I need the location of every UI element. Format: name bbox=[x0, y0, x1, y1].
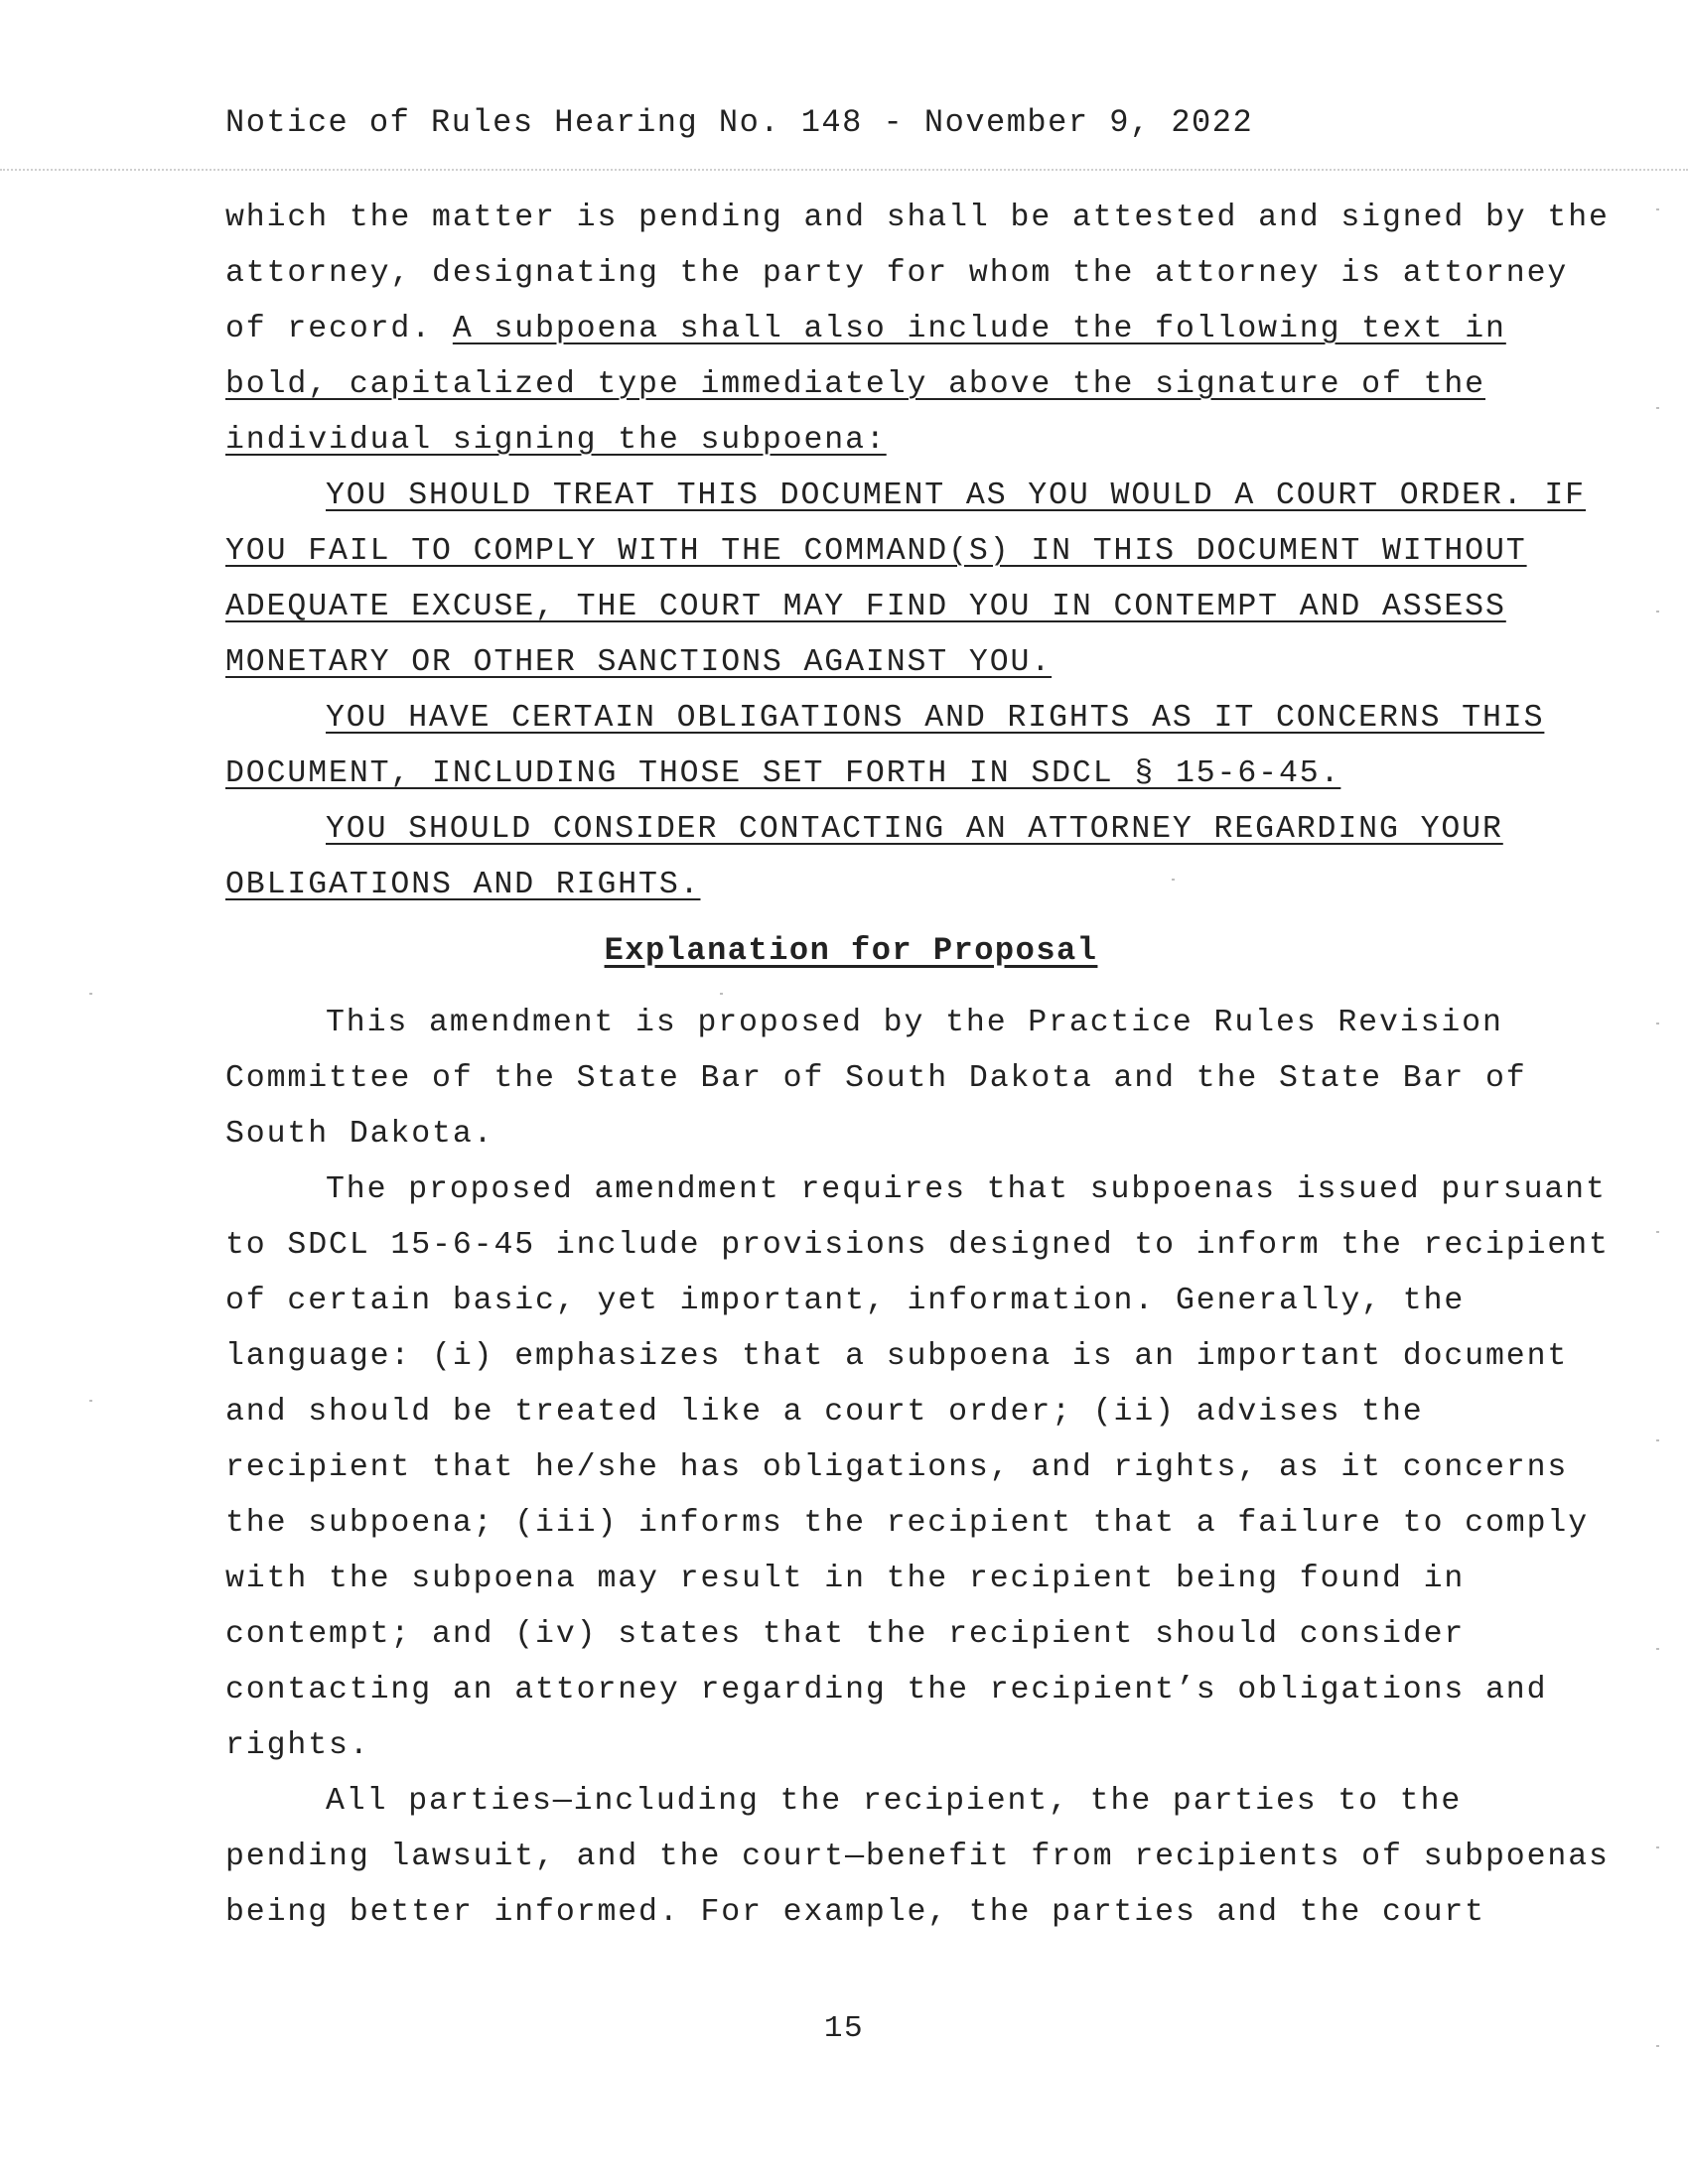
underlined-line: bold, capitalized type immediately above the signature of the bbox=[225, 367, 1485, 402]
text-line: contempt; and (iv) states that the recipient should consider bbox=[225, 1617, 1466, 1652]
text-line: Committee of the State Bar of South Dakota and the State Bar of bbox=[225, 1061, 1527, 1096]
scan-speck bbox=[1656, 1023, 1659, 1024]
underlined-line: YOU FAIL TO COMPLY WITH THE COMMAND(S) IN THIS DOCUMENT WITHOUT bbox=[225, 534, 1527, 569]
page-header: Notice of Rules Hearing No. 148 - November 9, 2022 bbox=[225, 104, 1254, 141]
scan-speck bbox=[1656, 208, 1659, 210]
scan-speck bbox=[1172, 879, 1175, 881]
scan-speck bbox=[1656, 2045, 1659, 2047]
text-line: of certain basic, yet important, information. Generally, the bbox=[225, 1284, 1466, 1318]
text-line: the subpoena; (iii) informs the recipient that a failure to comply bbox=[225, 1506, 1590, 1541]
section-heading bbox=[0, 931, 1688, 971]
text-line: attorney, designating the party for whom the attorney is attorney bbox=[225, 256, 1569, 291]
scan-speck bbox=[720, 993, 723, 995]
text-line: contacting an attorney regarding the recipient’s obligations and bbox=[225, 1673, 1548, 1707]
text-segment: of record. bbox=[225, 312, 433, 346]
underlined-line: ADEQUATE EXCUSE, THE COURT MAY FIND YOU IN CONTEMPT AND ASSESS bbox=[225, 590, 1506, 624]
text-line: All parties—including the recipient, the parties to the bbox=[326, 1784, 1463, 1819]
text-line: This amendment is proposed by the Practice Rules Revision bbox=[326, 1006, 1503, 1040]
text-line: South Dakota. bbox=[225, 1117, 494, 1152]
scan-speck bbox=[1656, 407, 1659, 409]
text-line: with the subpoena may result in the recipient being found in bbox=[225, 1562, 1466, 1596]
underlined-line: MONETARY OR OTHER SANCTIONS AGAINST YOU. bbox=[225, 645, 1053, 680]
underlined-line: individual signing the subpoena: bbox=[225, 423, 887, 458]
underlined-line: DOCUMENT, INCLUDING THOSE SET FORTH IN SDCL § 15-6-45. bbox=[225, 756, 1341, 791]
text-line: language: (i) emphasizes that a subpoena is an important document bbox=[225, 1339, 1569, 1374]
text-line bbox=[225, 310, 1506, 349]
underlined-line: YOU SHOULD TREAT THIS DOCUMENT AS YOU WOULD A COURT ORDER. IF bbox=[326, 478, 1586, 513]
scan-speck bbox=[1656, 1231, 1659, 1233]
scan-speck bbox=[1656, 611, 1659, 613]
underlined-line: YOU SHOULD CONSIDER CONTACTING AN ATTORNEY REGARDING YOUR bbox=[326, 812, 1503, 847]
scan-speck bbox=[1656, 1648, 1659, 1650]
underlined-line: YOU HAVE CERTAIN OBLIGATIONS AND RIGHTS AS IT CONCERNS THIS bbox=[326, 701, 1545, 736]
text-line: rights. bbox=[225, 1728, 370, 1763]
page-number: 15 bbox=[823, 2011, 865, 2046]
text-line: recipient that he/she has obligations, and rights, as it concerns bbox=[225, 1450, 1569, 1485]
text-line: The proposed amendment requires that subpoenas issued pursuant bbox=[326, 1172, 1607, 1207]
text-line: to SDCL 15-6-45 include provisions designed to inform the recipient bbox=[225, 1228, 1610, 1263]
section-heading-text: Explanation for Proposal bbox=[604, 932, 1098, 969]
text-line: pending lawsuit, and the court—benefit from recipients of subpoenas bbox=[225, 1840, 1610, 1874]
underlined-line: OBLIGATIONS AND RIGHTS. bbox=[225, 868, 701, 902]
scan-speck bbox=[89, 1400, 92, 1402]
scan-speck bbox=[1656, 1439, 1659, 1441]
header-divider bbox=[0, 169, 1688, 171]
underlined-insertion: A subpoena shall also include the following text in bbox=[452, 312, 1506, 346]
scan-speck bbox=[89, 993, 92, 995]
scan-speck bbox=[1656, 1846, 1659, 1848]
text-line: which the matter is pending and shall be attested and signed by the bbox=[225, 201, 1610, 235]
text-line: being better informed. For example, the parties and the court bbox=[225, 1895, 1485, 1930]
text-line: and should be treated like a court order; (ii) advises the bbox=[225, 1395, 1424, 1430]
